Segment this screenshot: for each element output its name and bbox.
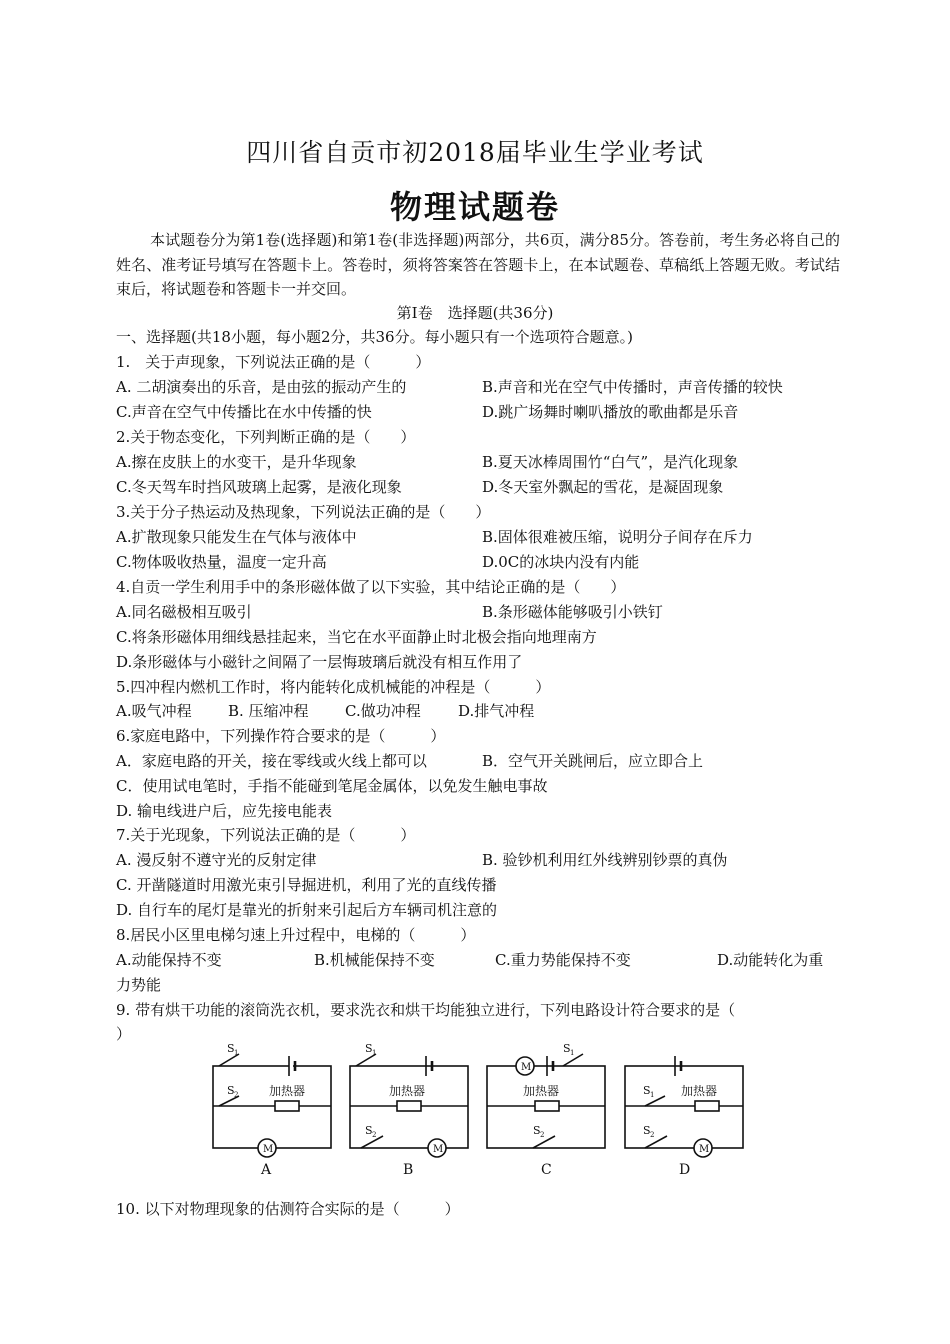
switch-subscript: 2 xyxy=(650,1131,655,1139)
part-heading: 一、选择题(共18小题，每小题2分，共36分。每小题只有一个选项符合题意。) xyxy=(116,328,633,346)
section-title: 第Ⅰ卷 选择题(共36分) xyxy=(396,304,554,322)
option-d: D. 自行车的尾灯是靠光的折射来引起后方车辆司机注意的 xyxy=(116,901,498,919)
option-b: B.机械能保持不变 xyxy=(314,951,435,969)
switch-subscript: 1 xyxy=(234,1049,239,1057)
motor-label: M xyxy=(699,1144,710,1155)
option-d: D.0C的冰块内没有内能 xyxy=(482,553,640,571)
option-c: C.物体吸收热量，温度一定升高 xyxy=(116,553,327,571)
question-stem: 2.关于物态变化，下列判断正确的是（ ） xyxy=(116,428,416,446)
question-stem: 7.关于光现象，下列说法正确的是（ ） xyxy=(116,826,416,844)
option-c: C. 开凿隧道时用激光束引导掘进机，利用了光的直线传播 xyxy=(116,876,497,894)
question-stem: 6.家庭电路中，下列操作符合要求的是（ ） xyxy=(116,727,446,745)
option-a: A．家庭电路的开关，接在零线或火线上都可以 xyxy=(116,752,427,770)
option-b: B. 压缩冲程 xyxy=(228,702,309,720)
option-letter: A xyxy=(261,1162,272,1178)
heater-label: 加热器 xyxy=(269,1084,306,1098)
switch-subscript: 2 xyxy=(234,1091,239,1099)
option-a: A.扩散现象只能发生在气体与液体中 xyxy=(116,528,357,546)
question-stem: 1. 关于声现象，下列说法正确的是（ ） xyxy=(116,353,431,371)
switch-subscript: 1 xyxy=(650,1091,655,1099)
question-stem: 10. 以下对物理现象的估测符合实际的是（ ） xyxy=(116,1200,460,1218)
motor-label: M xyxy=(263,1144,274,1155)
motor-label: M xyxy=(433,1144,444,1155)
circuit-diagrams xyxy=(205,1042,745,1182)
option-d: D. 输电线进户后，应先接电能表 xyxy=(116,802,333,820)
circuit-b xyxy=(350,1054,468,1157)
option-d: D.条形磁体与小磁针之间隔了一层悔玻璃后就没有相互作用了 xyxy=(116,653,523,671)
option-d: D.跳广场舞时喇叭播放的歌曲都是乐音 xyxy=(482,403,739,421)
option-a: A.吸气冲程 xyxy=(116,702,192,720)
question-stem: 5.四冲程内燃机工作时，将内能转化成机械能的冲程是（ ） xyxy=(116,678,551,696)
heater-label: 加热器 xyxy=(681,1084,718,1098)
option-b: B. 验钞机利用红外线辨别钞票的真伪 xyxy=(482,851,728,869)
circuit-c xyxy=(487,1054,605,1148)
option-a: A.同名磁极相互吸引 xyxy=(116,603,252,621)
option-c: C.重力势能保持不变 xyxy=(495,951,631,969)
switch-subscript: 2 xyxy=(540,1131,545,1139)
exam-title: 四川省自贡市初2018届毕业生学业考试 xyxy=(246,138,704,167)
option-c: C.声音在空气中传播比在水中传播的快 xyxy=(116,403,372,421)
option-c: C.将条形磁体用细线悬挂起来，当它在水平面静止时北极会指向地理南方 xyxy=(116,628,597,646)
option-a: A. 漫反射不遵守光的反射定律 xyxy=(116,851,317,869)
option-b: B.固体很难被压缩，说明分子间存在斥力 xyxy=(482,528,753,546)
switch-label: S xyxy=(227,1084,235,1097)
option-b: B.条形磁体能够吸引小铁钉 xyxy=(482,603,663,621)
option-letter: D xyxy=(679,1162,691,1178)
option-b: B.夏天冰棒周围竹“白气”，是汽化现象 xyxy=(482,453,739,471)
switch-subscript: 2 xyxy=(372,1131,377,1139)
option-d: D.动能转化为重 xyxy=(717,951,824,969)
switch-label: S xyxy=(643,1124,651,1137)
heater-label: 加热器 xyxy=(523,1084,560,1098)
option-b: B．空气开关跳闸后，应立即合上 xyxy=(482,752,704,770)
question-stem: 9. 带有烘干功能的滚筒洗衣机，要求洗衣和烘干均能独立进行，下列电路设计符合要求的是（ xyxy=(116,1001,736,1019)
option-a: A. 二胡演奏出的乐音，是由弦的振动产生的 xyxy=(116,378,407,396)
question-stem-continuation: ） xyxy=(116,1025,132,1043)
switch-label: S xyxy=(563,1042,571,1055)
motor-label: M xyxy=(521,1062,532,1073)
option-letter: C xyxy=(541,1162,552,1178)
question-stem: 4.自贡一学生利用手中的条形磁体做了以下实验，其中结论正确的是（ ） xyxy=(116,578,626,596)
option-d: D.冬天室外飘起的雪花，是凝固现象 xyxy=(482,478,724,496)
option-b: B.声音和光在空气中传播时，声音传播的较快 xyxy=(482,378,783,396)
option-c: C.做功冲程 xyxy=(345,702,421,720)
switch-label: S xyxy=(643,1084,651,1097)
option-a: A.擦在皮肤上的水变干，是升华现象 xyxy=(116,453,357,471)
exam-subject-title: 物理试题卷 xyxy=(389,188,560,226)
switch-label: S xyxy=(227,1042,235,1055)
option-d: D.排气冲程 xyxy=(458,702,535,720)
option-c: C．使用试电笔时，手指不能碰到笔尾金属体，以免发生触电事故 xyxy=(116,777,548,795)
switch-label: S xyxy=(365,1124,373,1137)
circuit-a xyxy=(213,1054,331,1157)
option-d-continuation: 力势能 xyxy=(116,976,162,994)
option-a: A.动能保持不变 xyxy=(116,951,222,969)
switch-subscript: 1 xyxy=(372,1049,377,1057)
intro-paragraph: 本试题卷分为第1卷(选择题)和第1卷(非选择题)两部分，共6页，满分85分。答卷前，考生务必将自己的姓名、准考证号填写在答题卡上。答卷时，须将答案答在答题卡上，在本试题卷、草稿纸上答题无败。考试结束后，将试题卷和答题卡一并交回。 xyxy=(116,231,840,298)
switch-label: S xyxy=(533,1124,541,1137)
option-letter: B xyxy=(403,1162,414,1178)
circuit-d xyxy=(625,1056,743,1157)
switch-subscript: 1 xyxy=(570,1049,575,1057)
question-stem: 3.关于分子热运动及热现象，下列说法正确的是（ ） xyxy=(116,503,491,521)
switch-label: S xyxy=(365,1042,373,1055)
heater-label: 加热器 xyxy=(389,1084,426,1098)
option-c: C.冬天驾车时挡风玻璃上起雾，是液化现象 xyxy=(116,478,402,496)
question-stem: 8.居民小区里电梯匀速上升过程中，电梯的（ ） xyxy=(116,926,476,944)
